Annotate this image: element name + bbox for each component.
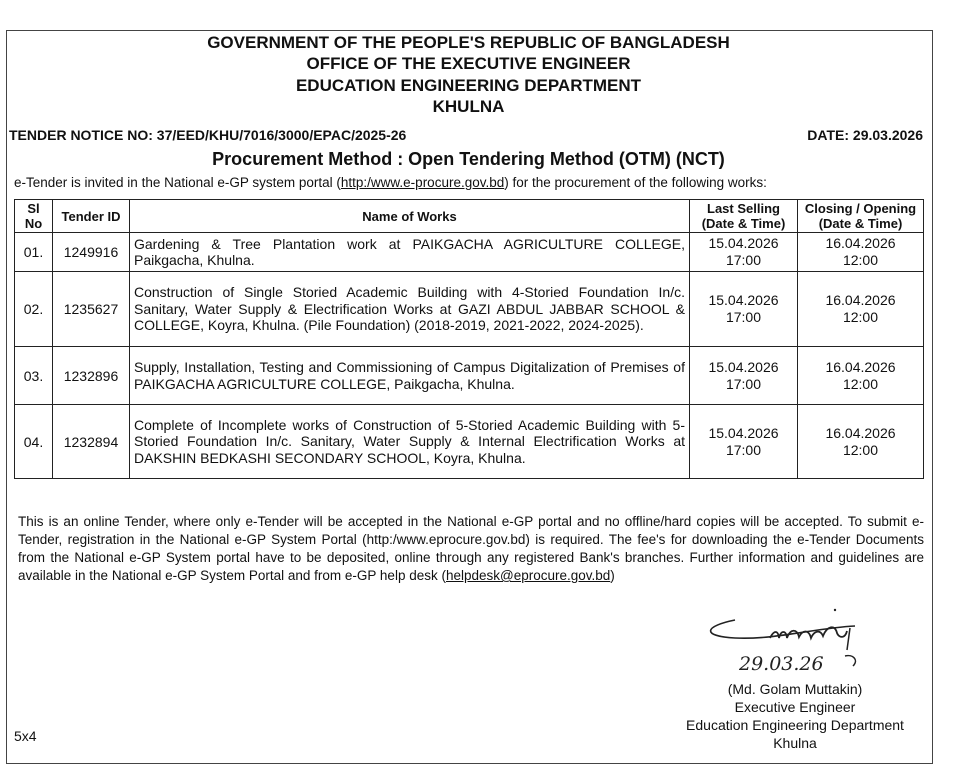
signatory-title: Executive Engineer (734, 699, 856, 715)
row-sell-date: 15.04.2026 (708, 292, 779, 308)
row-close-time: 12:00 (842, 441, 879, 458)
intro-before: e-Tender is invited in the National e-GP system portal ( (14, 175, 341, 190)
row-sl: 03. (15, 347, 53, 405)
row-sl: 02. (15, 272, 53, 347)
header-tender-id: Tender ID (53, 200, 130, 233)
table-header-row (15, 200, 924, 233)
row-sl: 01. (15, 233, 53, 272)
table-row (15, 233, 924, 272)
header-sl-no: Sl No (15, 200, 53, 233)
notice-date-label: DATE (807, 127, 845, 143)
row-close-date: 16.04.2026 (825, 235, 896, 251)
signatory-location: Khulna (773, 735, 817, 751)
row-close-time: 12:00 (842, 375, 879, 392)
row-tender-id: 1249916 (53, 233, 130, 272)
handwritten-signature (695, 598, 885, 683)
intro-after: ) for the procurement of the following works: (504, 175, 767, 190)
row-last-selling (690, 347, 798, 405)
row-sell-date: 15.04.2026 (708, 358, 779, 375)
row-sell-time: 17:00 (725, 441, 762, 458)
row-sell-date: 15.04.2026 (708, 235, 779, 251)
egp-portal-link[interactable]: http:/www.e-procure.gov.bd (340, 175, 505, 190)
header-closing-opening: Closing / Opening (Date & Time) (798, 200, 924, 233)
tender-notice-number: TENDER NOTICE NO: 37/EED/KHU/7016/3000/EPAC/2025-26 (9, 127, 407, 143)
page-code: 5x4 (14, 728, 37, 744)
header-location: KHULNA (432, 97, 505, 116)
signatory-name: (Md. Golam Muttakin) (727, 681, 863, 697)
row-closing (798, 272, 924, 347)
terms-text: This is an online Tender, where only e-Tender will be accepted in the National e-GP portal and no offline/hard copies will be accepted. To submit e-Tender, registration in the National e-GP System Portal (http:/www.eprocure.gov.bd) is required. The fee's for downloading the e-Tender Documents from the National e-GP System portal have to be deposited, online through any registered Bank's branches. Further information and guidelines are available in the National e-GP System Portal and from e-GP help desk ( (18, 514, 924, 583)
notice-date-value: : 29.03.2026 (844, 127, 923, 143)
signatory-block (655, 680, 935, 752)
table-row (15, 272, 924, 347)
row-work-name: Complete of Incomplete works of Construction of 5-Storied Academic Building with 5-Storied Foundation In/c. Sanitary, Water Supply & Internal Electrification Works at DAKSHIN BEDKASHI SECONDARY SCHOOL, Koyra, Khulna. (130, 405, 690, 479)
works-table (14, 199, 924, 479)
row-last-selling (690, 272, 798, 347)
row-work-name: Supply, Installation, Testing and Commissioning of Campus Digitalization of Premises of PAIKGACHA AGRICULTURE COLLEGE, Paikgacha, Khulna. (130, 347, 690, 405)
header-last-selling: Last Selling (Date & Time) (690, 200, 798, 233)
header-name-of-works: Name of Works (130, 200, 690, 233)
row-sell-time: 17:00 (725, 252, 762, 268)
helpdesk-email-link[interactable]: helpdesk@eprocure.gov.bd (445, 568, 611, 583)
row-tender-id: 1232894 (53, 405, 130, 479)
row-last-selling (690, 233, 798, 272)
row-closing (798, 347, 924, 405)
row-work-name: Construction of Single Storied Academic Building with 4-Storied Foundation In/c. Sanitary, Water Supply & Electrification Works at GAZI ABDUL JABBAR SCHOOL & COLLEGE, Koyra, Khulna. (Pile Foundation) (2018-2019, 2021-2022, 2024-2025). (130, 272, 690, 347)
row-closing (798, 405, 924, 479)
header-government: GOVERNMENT OF THE PEOPLE'S REPUBLIC OF BANGLADESH (207, 33, 730, 52)
row-close-date: 16.04.2026 (825, 292, 896, 308)
row-close-time: 12:00 (842, 309, 879, 325)
row-work-name: Gardening & Tree Plantation work at PAIKGACHA AGRICULTURE COLLEGE, Paikgacha, Khulna. (130, 233, 690, 272)
signature-date: 29.03.26 (739, 653, 824, 675)
intro-text (14, 175, 767, 190)
row-sl: 04. (15, 405, 53, 479)
row-sell-date: 15.04.2026 (708, 424, 779, 441)
terms-text-end: ) (610, 568, 615, 583)
table-row (15, 347, 924, 405)
row-close-date: 16.04.2026 (825, 358, 896, 375)
row-closing (798, 233, 924, 272)
procurement-method: Procurement Method : Open Tendering Method (OTM) (NCT) (212, 149, 725, 169)
row-tender-id: 1232896 (53, 347, 130, 405)
header-department: EDUCATION ENGINEERING DEPARTMENT (295, 76, 642, 95)
row-tender-id: 1235627 (53, 272, 130, 347)
table-row (15, 405, 924, 479)
row-sell-time: 17:00 (725, 375, 762, 392)
header-office: OFFICE OF THE EXECUTIVE ENGINEER (306, 54, 631, 73)
signatory-department: Education Engineering Department (686, 717, 904, 733)
row-sell-time: 17:00 (725, 309, 762, 325)
notice-date (807, 127, 923, 143)
row-last-selling (690, 405, 798, 479)
row-close-time: 12:00 (842, 252, 879, 268)
terms-paragraph (18, 513, 924, 585)
row-close-date: 16.04.2026 (825, 424, 896, 441)
